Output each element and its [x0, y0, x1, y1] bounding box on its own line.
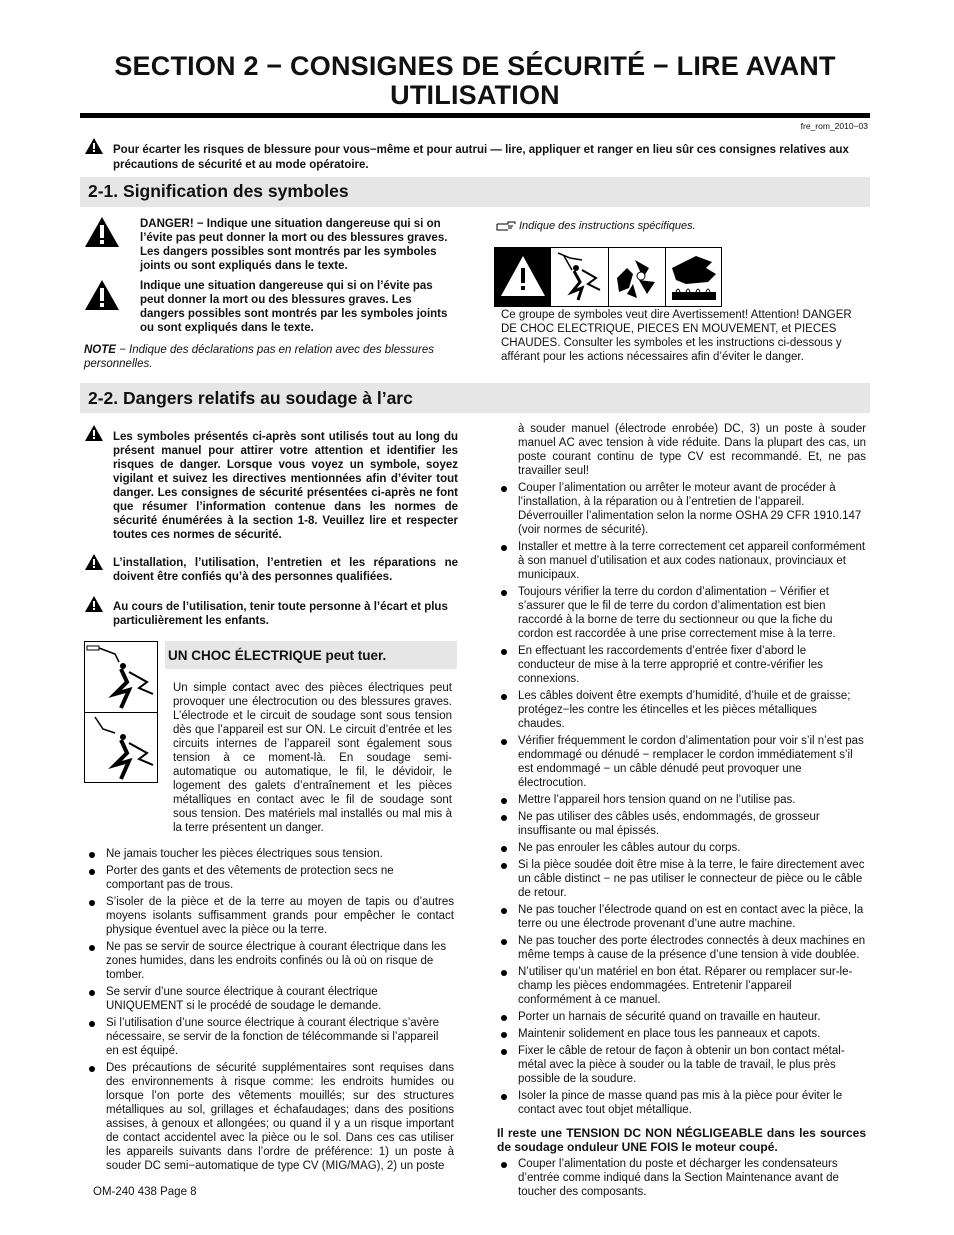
list-item: Ne pas utiliser des câbles usés, endommagés, de grosseur insuffisante ou mal épissés. [518, 810, 866, 838]
warning-triangle-icon [84, 595, 104, 613]
hot-parts-icon [666, 248, 721, 306]
bullet-dot [501, 739, 507, 745]
list-item: Ne pas se servir de source électrique à courant électrique dans les zones humides, dans les endroits confinés ou là où on risque de tomber. [106, 940, 454, 982]
moving-parts-icon [609, 248, 665, 306]
list-item: Si l’utilisation d’une source électrique à courant électrique s’avère nécessaire, se servir de la fonction de télécommande si l’appareil en est équipé. [106, 1016, 454, 1058]
bullet-dot [501, 590, 507, 596]
list-item: Vérifier fréquemment le cordon d’alimentation pour voir s’il n’est pas endommagé ou dénudé − remplacer le cordon immédiatement s’il est endommagé − un câble dénudé peut provoquer une électrocution. [518, 734, 866, 790]
list-item: Ne pas toucher l’électrode quand on est en contact avec la pièce, la terre ou une électrode provenant d’une autre machine. [518, 903, 866, 931]
list-item: Ne pas enrouler les câbles autour du corps. [518, 841, 866, 855]
bullet-dot [501, 1094, 507, 1100]
bullet-dot [501, 694, 507, 700]
bullet-dot [501, 863, 507, 869]
dc-warning: Il reste une TENSION DC NON NÉGLIGEABLE dans les sources de soudage onduleur UNE FOIS le moteur coupé. [497, 1126, 866, 1154]
warning-symbols-text: Les symboles présentés ci-après sont utilisés tout au long du présent manuel pour attirer votre attention et identifier les risques de danger. Lorsque vous voyez un symbole, soyez vigilant et suivez les directives mentionnées afin d’éviter tout danger. Les consignes de sécurité présentées ci-après ne font que résumer l’information contenue dans les normes de sécurité énumérées à la section 1-8. Veuillez lire et respecter toutes ces normes de sécurité. [113, 431, 458, 541]
list-item: Isoler la pince de masse quand pas mis à la pièce pour éviter le contact avec tout objet métallique. [518, 1089, 866, 1117]
warning-triangle-icon [84, 424, 104, 442]
warning-triangle-icon [495, 248, 551, 306]
bullet-dot [501, 1032, 507, 1038]
warning-text: Indique une situation dangereuse qui si on l’évite pas peut donner la mort ou des blessures graves. Les dangers possibles sont montrés par les symboles joints ou sont expliqués dans le texte. [140, 280, 448, 334]
list-item: Se servir d’une source électrique à courant électrique UNIQUEMENT si le procédé de soudage le demande. [106, 985, 454, 1013]
electric-shock-icon [85, 642, 157, 712]
list-item: S’isoler de la pièce et de la terre au moyen de tapis ou d’autres moyens isolants suffisamment grands pour empêcher le contact physique éventuel avec la pièce ou la terre. [106, 895, 454, 937]
bullet-dot [501, 970, 507, 976]
list-item: Porter des gants et des vêtements de protection secs ne comportant pas de trous. [106, 864, 454, 892]
list-item: Ne jamais toucher les pièces électriques sous tension. [106, 847, 454, 861]
electric-shock-icon [552, 248, 608, 306]
list-item: Les câbles doivent être exempts d’humidité, d’huile et de graisse; protégez−les contre les étincelles et les pièces métalliques chaudes. [518, 689, 866, 731]
title-rule [80, 113, 870, 118]
intro-text: Pour écarter les risques de blessure pour vous−même et pour autrui — lire, appliquer et ranger en lieu sûr ces consignes relatives aux précautions de sécurité et au mode opératoire. [113, 144, 849, 171]
continuation-text: à souder manuel (électrode enrobée) DC, 3) un poste à souder manuel AC avec tension à vide réduite. Dans la plupart des cas, un poste courant continu de type CV est recommandé. Et, ne pas travailler seul! [518, 423, 866, 477]
list-item: Maintenir solidement en place tous les panneaux et capots. [518, 1027, 866, 1041]
list-item: Fixer le câble de retour de façon à obtenir un bon contact métal-métal avec la pièce à souder ou la table de travail, le plus près possible de la soudure. [518, 1044, 866, 1086]
section-heading-2-1: 2-1. Signification des symboles [80, 177, 870, 207]
list-item: Installer et mettre à la terre correctement cet appareil conformément à son manuel d’utilisation et aux codes nationaux, provinciaux et municipaux. [518, 540, 866, 582]
bullet-dot [501, 908, 507, 914]
list-item: N’utiliser qu’un matériel en bon état. Réparer ou remplacer sur-le-champ les pièces endommagées. Entretenir l’appareil conformément à ce manuel. [518, 965, 866, 1007]
warning-qualified-text: L’installation, l’utilisation, l’entretien et les réparations ne doivent être confiés qu’à des personnes qualifiées. [113, 557, 458, 583]
bullet-dot [501, 939, 507, 945]
danger-text: DANGER! − Indique une situation dangereuse qui si on l’évite pas peut donner la mort ou des blessures graves. Les dangers possibles sont montrés par les symboles joints ou sont expliqués dans le texte. [140, 218, 448, 272]
list-item: Mettre l’appareil hors tension quand on ne l’utilise pas. [518, 793, 866, 807]
bullet-dot [501, 1049, 507, 1055]
shock-icons-box [84, 641, 158, 783]
warning-triangle-icon [84, 279, 120, 311]
list-item: Couper l’alimentation du poste et décharger les condensateurs d’entrée comme indiqué dans la Section Maintenance avant de toucher des composants. [518, 1157, 866, 1199]
shock-text: Un simple contact avec des pièces électriques peut provoquer une électrocution ou des blessures graves. L’électrode et le circuit de soudage sont sous tension dès que l’appareil est sur ON. Le circuit d’entrée et les circuits internes de l’appareil sont également sous tension à ce moment-là. En soudage semi-automatique ou automatique, le fil, le dévidoir, le logement des galets d’entraînement et les pièces métalliques en contact avec le fil de soudage sont sous tension. Des matériels mal installés ou mal mis à la terre présentent un danger. [173, 682, 452, 834]
bullet-dot [501, 1162, 507, 1168]
list-item: Ne pas toucher des porte électrodes connectés à deux machines en même temps à cause de la présence d’une tension à vide doublée. [518, 934, 866, 962]
list-item: En effectuant les raccordements d’entrée fixer d’abord le conducteur de mise à la terre approprié et contre-vérifier les connexions. [518, 644, 866, 686]
symbol-group [494, 247, 722, 307]
warning-triangle-icon [84, 137, 104, 155]
electric-shock-icon [85, 713, 157, 782]
bullet-dot [501, 815, 507, 821]
instructions-text: Indique des instructions spécifiques. [519, 220, 696, 232]
page-title: SECTION 2 − CONSIGNES DE SÉCURITÉ − LIRE AVANT UTILISATION [114, 51, 836, 110]
section-heading-2-2: 2-2. Dangers relatifs au soudage à l’arc [80, 383, 870, 413]
list-item: Toujours vérifier la terre du cordon d’alimentation − Vérifier et s’assurer que le fil de terre du cordon d’alimentation est bien raccordé à la borne de terre du sectionneur ou que la fiche du cordon est raccordée à une prise correctement mise à la terre. [518, 585, 866, 641]
note-text: NOTE − Indique des déclarations pas en relation avec des blessures personnelles. [84, 344, 434, 370]
warning-children-text: Au cours de l’utilisation, tenir toute personne à l’écart et plus particulièrement les enfants. [113, 601, 448, 627]
doc-ref: fre_rom_2010−03 [800, 121, 868, 131]
bullet-dot [501, 1015, 507, 1021]
left-bullet-list [106, 847, 454, 1176]
right-column [497, 422, 866, 1202]
bullet-dot [501, 798, 507, 804]
warning-symbol-box [495, 248, 551, 306]
bullet-dot [501, 486, 507, 492]
bullet-dot [501, 846, 507, 852]
list-item: Porter un harnais de sécurité quand on travaille en hauteur. [518, 1010, 866, 1024]
danger-triangle-icon [84, 216, 120, 248]
page-footer: OM-240 438 Page 8 [93, 1186, 197, 1198]
bullet-dot [501, 649, 507, 655]
right-bullet-list [518, 481, 866, 1117]
list-item: Des précautions de sécurité supplémentaires sont requises dans des environnements à risque comme: les endroits humides ou lorsque l’on porte des vêtements mouillés; sur des structures métalliques au sol, grillages et échafaudages; dans des positions assises, à genoux et allongées; ou quand il y a un risque important de contact accidentel avec la pièce ou le sol. Dans ces cas utiliser les appareils suivants dans l’ordre de préférence: 1) un poste à souder DC semi−automatique de type CV (MIG/MAG), 2) un poste [106, 1061, 454, 1173]
dc-bullet-list [518, 1157, 866, 1199]
shock-heading: UN CHOC ÉLECTRIQUE peut tuer. [165, 641, 457, 669]
pointing-hand-icon [496, 221, 516, 232]
list-item: Si la pièce soudée doit être mise à la terre, le faire directement avec un câble distinct − ne pas utiliser le connecteur de pièce ou le câble de retour. [518, 858, 866, 900]
list-item: Couper l’alimentation ou arrêter le moteur avant de procéder à l’installation, à la réparation ou à l’entretien de l’appareil. Déverrouiller l’alimentation selon la norme OSHA 29 CFR 1910.147 (voir normes de sécurité). [518, 481, 866, 537]
bullet-dot [501, 545, 507, 551]
warning-triangle-icon [84, 553, 104, 571]
symbols-caption: Ce groupe de symboles veut dire Avertissement! Attention! DANGER DE CHOC ELECTRIQUE, PIECES EN MOUVEMENT, et PIECES CHAUDES. Consulter les symboles et les instructions ci-dessous y afférant pour les actions nécessaires afin d’éviter le danger. [501, 309, 852, 363]
